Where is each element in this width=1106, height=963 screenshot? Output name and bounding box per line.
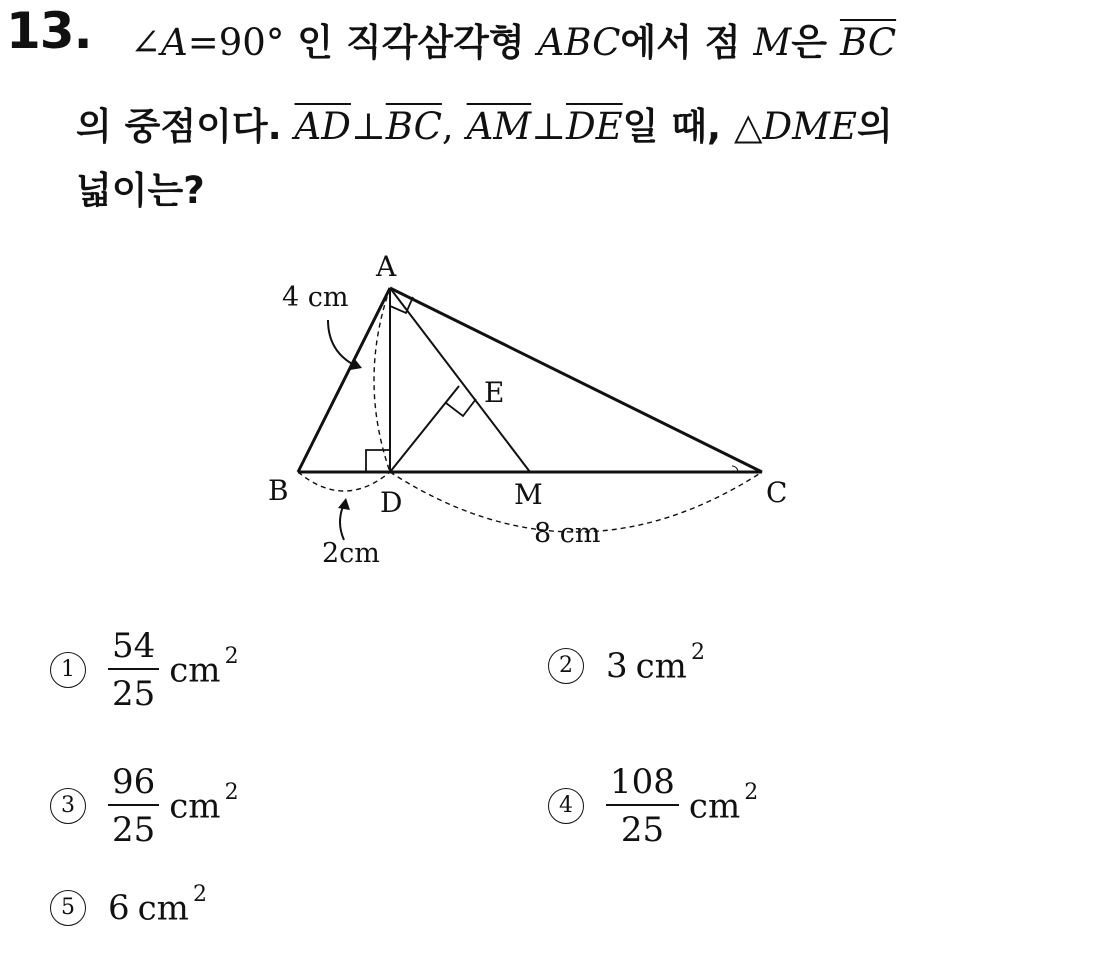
unit-text: cm (635, 646, 687, 687)
length-label-dc: 8 cm (534, 518, 601, 549)
choice-number-badge: 5 (50, 890, 86, 926)
pointer-arrow-bd (340, 504, 344, 540)
unit-exponent: 2 (690, 640, 705, 665)
dashed-arc-bd (298, 472, 390, 491)
triangle-dme: DME (762, 105, 858, 148)
segment-bc: $\overline{BC}$ (385, 105, 442, 148)
triangle-symbol: △ (733, 105, 763, 148)
right-angle-marker-d (366, 450, 390, 472)
right-angle-marker-a (390, 297, 413, 313)
choice-number-badge: 2 (548, 648, 584, 684)
point-m-label: M (753, 21, 792, 64)
segment-am: $\overline{AM}$ (466, 105, 532, 148)
segment-de-line (390, 386, 459, 472)
question-text-fragment: 넓이는? (76, 169, 205, 212)
question-text-fragment: 의 중점이다. (76, 105, 282, 148)
question-text-fragment: 일 때, (622, 105, 722, 148)
unit (169, 779, 239, 827)
degree-symbol: ° (265, 21, 285, 64)
unit-text: cm (688, 786, 741, 827)
geometry-figure (250, 240, 810, 580)
point-label-m: M (514, 478, 543, 511)
question-text-line-3 (76, 160, 205, 214)
segment-bc: $\overline{BC}$ (839, 21, 897, 64)
question-text-fragment: 은 (791, 21, 828, 64)
perpendicular-symbol: ⊥ (531, 105, 566, 148)
question-text-line-2 (76, 96, 893, 150)
question-text-line-1 (130, 12, 896, 66)
pointer-arrowhead-bd (338, 498, 350, 510)
fraction-numerator: 54 (108, 626, 159, 670)
point-label-d: D (380, 486, 403, 519)
choice-number-badge: 1 (50, 652, 86, 688)
unit (169, 643, 239, 691)
point-label-e: E (484, 376, 505, 409)
comma: , (441, 105, 454, 148)
point-label-b: B (268, 474, 289, 507)
question-number: 13. (6, 2, 92, 60)
unit-exponent: 2 (224, 779, 239, 805)
fraction-denominator: 25 (112, 810, 156, 850)
pointer-arrow-ab (328, 320, 356, 366)
length-label-ab: 4 cm (282, 282, 349, 313)
fraction (606, 762, 679, 850)
fraction (108, 762, 159, 850)
answer-choice-5[interactable] (50, 882, 207, 929)
question-text-fragment: 에서 점 (620, 21, 741, 64)
length-label-bd: 2cm (322, 538, 380, 569)
angle-variable: A (161, 21, 188, 64)
angle-value: 90 (218, 21, 266, 64)
answer-choice-3[interactable] (50, 762, 239, 850)
unit-text: cm (137, 888, 189, 929)
choice-value: 6 (108, 888, 130, 929)
answer-choice-2[interactable] (548, 640, 705, 687)
unit-exponent: 2 (192, 882, 207, 907)
answer-choice-4[interactable] (548, 762, 758, 850)
unit-exponent: 2 (744, 779, 759, 805)
segment-de: $\overline{DE}$ (565, 105, 623, 148)
choice-value: 3 (606, 646, 628, 687)
side-ab (298, 288, 390, 472)
question-text-fragment: 인 직각삼각형 (297, 21, 525, 64)
perpendicular-symbol: ⊥ (350, 105, 386, 148)
segment-ad: $\overline{AD}$ (294, 105, 351, 148)
answer-choice-1[interactable] (50, 626, 239, 714)
equals-sign: = (187, 21, 219, 64)
unit (137, 882, 207, 929)
unit-text: cm (169, 650, 221, 691)
unit-text: cm (169, 786, 221, 827)
triangle-name: ABC (537, 21, 621, 64)
right-angle-marker-e (446, 399, 476, 416)
unit (635, 640, 705, 687)
fraction-denominator: 25 (112, 674, 156, 714)
choice-number-badge: 4 (548, 788, 584, 824)
angle-symbol: ∠ (130, 21, 162, 64)
fraction (108, 626, 159, 714)
fraction-denominator: 25 (620, 810, 665, 850)
point-label-c: C (766, 476, 788, 509)
unit (688, 779, 759, 827)
point-label-a: A (376, 250, 397, 283)
unit-exponent: 2 (224, 643, 239, 669)
choice-number-badge: 3 (50, 788, 86, 824)
side-ac (390, 288, 762, 472)
question-text-fragment: 의 (857, 105, 893, 148)
fraction-numerator: 108 (606, 762, 679, 806)
fraction-numerator: 96 (108, 762, 159, 806)
